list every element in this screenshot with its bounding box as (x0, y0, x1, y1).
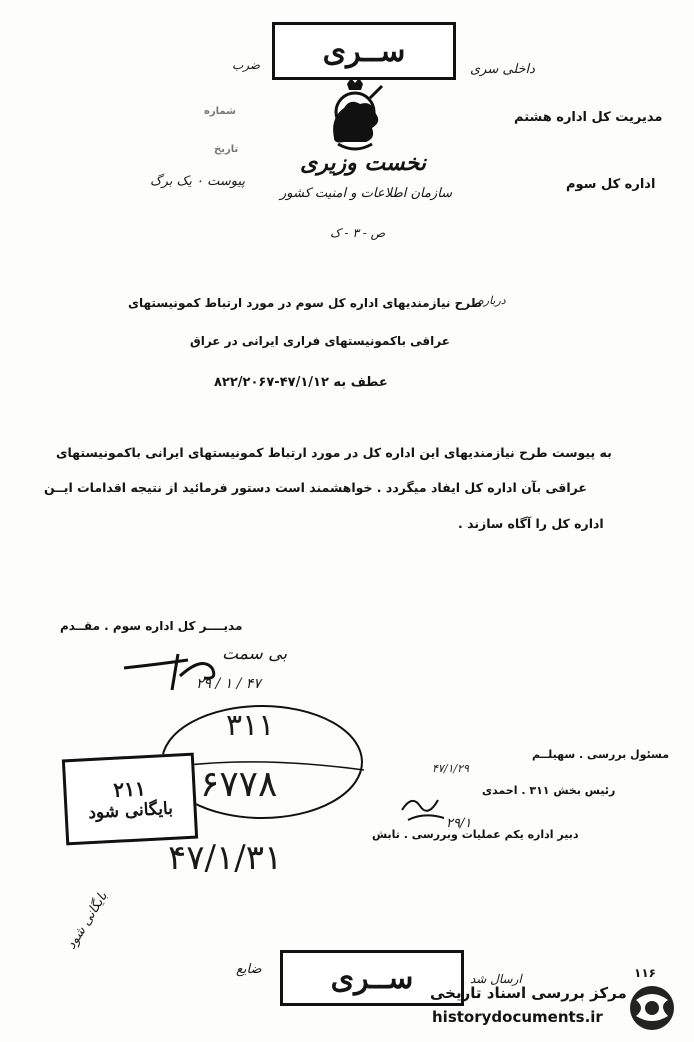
org-title: نخست وزیری (300, 150, 426, 176)
enclosure-label: پیوست ۰ یک برگ (150, 174, 245, 189)
classification-stamp-top (272, 22, 456, 80)
signature-note: بی سمت (222, 644, 288, 664)
lion-and-sun-emblem (320, 78, 390, 156)
signature-date: ۲۹ / ۱ / ۴۷ (196, 676, 261, 692)
org-subtitle: سازمان اطلاعات و امنیت کشور (280, 186, 453, 201)
body-line-1: به پیوست طرح نیازمندیهای این اداره کل در مورد ارتباط کمونیستهای ایرانی باکمونیستهای (56, 445, 612, 460)
subject-reference: عطف به ۴۷/۱/۱۲-۸۲۲/۲۰۶۷ (214, 375, 388, 390)
official-note-2: ۲۹/۱ (446, 816, 472, 831)
archive-stamp-text: بایگانی شود (87, 798, 174, 824)
body-line-2: عراقی بآن اداره کل ایفاد میگردد . خواهشمند است دستور فرمائید از نتیجه اقدامات ایــن (44, 480, 587, 495)
date-label: تاریخ (214, 144, 239, 155)
official-line-1: مسئول بررسی . سهیلــم (532, 748, 670, 761)
official-note-1: ۴۷/۱/۲۹ (432, 762, 469, 775)
watermark-title: مرکز بررسی اسناد تاریخی (430, 984, 627, 1002)
bottom-mid-note: ضایع (236, 962, 262, 977)
subject-label: درباره (478, 294, 506, 307)
body-line-3: اداره کل را آگاه سازند . (458, 516, 604, 531)
margin-note-top: ضرب (232, 58, 261, 72)
bottom-left-note: بایگانی شود (64, 889, 111, 952)
watermark-logo-icon (622, 982, 682, 1034)
signature-title: مدیــــر کل اداره سوم . مقــدم (60, 619, 243, 633)
subject-line-2: عراقی باکمونیستهای فراری ایرانی در عراق (190, 334, 450, 348)
org-code: ص - ۳ - ک (330, 226, 386, 240)
oval-number-top: ۳۱۱ (226, 708, 275, 743)
bottom-right-label: ارسال شد (470, 972, 522, 986)
number-label: شماره (204, 106, 236, 117)
classification-label-bottom: ســری (330, 960, 414, 996)
page-number: ۱۱۶ (634, 966, 656, 980)
handwritten-date: ۴۷/۱/۳۱ (168, 838, 283, 878)
watermark-url: historydocuments.ir (432, 1008, 603, 1026)
archive-stamp (62, 753, 198, 846)
emblem-icon (320, 78, 390, 156)
recipient-line-1: مدیریت کل اداره هشتم (514, 110, 663, 125)
recipient-line-2: اداره کل سوم (566, 177, 656, 192)
oval-number-bottom: ۶۷۷۸ (200, 764, 278, 805)
classification-label: ســری (322, 33, 406, 69)
official-line-3: دبیر اداره یکم عملیات وبررسی . تابش (372, 828, 579, 841)
margin-note-left: داخلی سری (470, 62, 535, 77)
official-line-2: رئیس بخش ۳۱۱ . احمدی (482, 784, 616, 797)
subject-line-1: طرح نیازمندیهای اداره کل سوم در مورد ارتباط کمونیستهای (128, 296, 482, 310)
archive-stamp-number: ۲۱۱ (112, 776, 147, 802)
official-scribble (398, 790, 448, 826)
